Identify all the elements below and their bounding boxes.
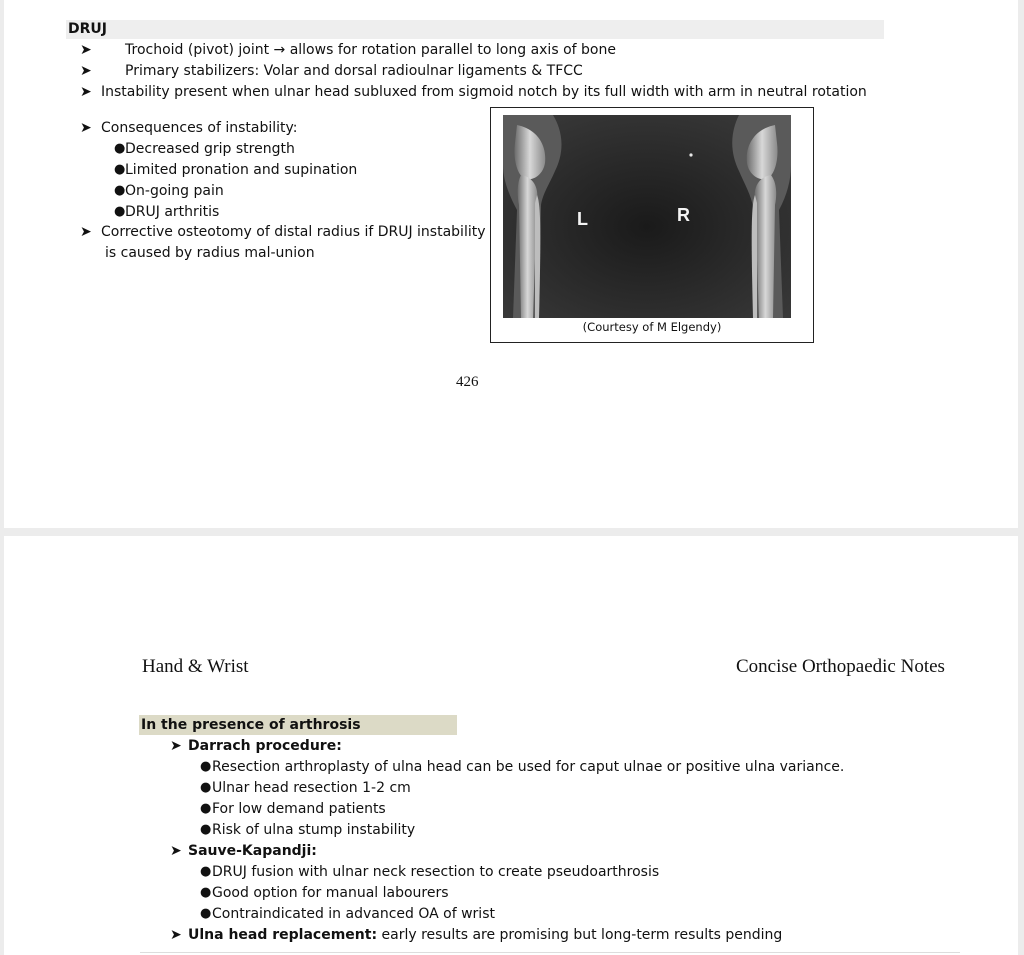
arrow-bullet-icon: ➤ — [170, 927, 182, 943]
dot-bullet-icon: ● — [200, 885, 212, 900]
dot-bullet-icon: ● — [114, 204, 126, 219]
xray-label-left: L — [577, 209, 588, 229]
arrow-bullet-icon: ➤ — [170, 843, 182, 859]
document-page-next — [4, 536, 1018, 955]
ulna-head-title: Ulna head replacement: — [188, 927, 378, 943]
arrow-bullet-icon: ➤ — [80, 84, 92, 100]
dot-bullet-icon: ● — [200, 801, 212, 816]
wrist-xray-image — [503, 115, 791, 318]
sauve-kapandji-title: Sauve-Kapandji: — [188, 843, 317, 859]
ulna-head-text: early results are promising but long-term results pending — [377, 927, 783, 943]
darrach-item: For low demand patients — [212, 801, 386, 817]
bullet-instability: Instability present when ulnar head subluxed from sigmoid notch by its full width with arm in neutral rotation — [101, 84, 867, 100]
page-number: 426 — [456, 374, 479, 390]
bullet-stabilizers: Primary stabilizers: Volar and dorsal radioulnar ligaments & TFCC — [125, 63, 583, 79]
xray-figure — [490, 107, 814, 343]
consequence-item: Limited pronation and supination — [125, 162, 358, 178]
sauve-item: DRUJ fusion with ulnar neck resection to create pseudoarthrosis — [212, 864, 660, 880]
dot-bullet-icon: ● — [200, 759, 212, 774]
bullet-osteotomy: Corrective osteotomy of distal radius if DRUJ instability — [101, 224, 486, 240]
dot-bullet-icon: ● — [200, 906, 212, 921]
consequence-item: Decreased grip strength — [125, 141, 295, 157]
bullet-consequences: Consequences of instability: — [101, 120, 298, 136]
bullet-osteotomy-continued: is caused by radius mal-union — [105, 245, 315, 261]
dot-bullet-icon: ● — [114, 183, 126, 198]
arrow-bullet-icon: ➤ — [80, 63, 92, 79]
darrach-title: Darrach procedure: — [188, 738, 342, 754]
xray-label-right: R — [677, 205, 690, 225]
document-page-426 — [4, 0, 1018, 528]
dot-bullet-icon: ● — [200, 822, 212, 837]
sauve-item: Contraindicated in advanced OA of wrist — [212, 906, 495, 922]
darrach-item: Ulnar head resection 1-2 cm — [212, 780, 411, 796]
bullet-trochoid: Trochoid (pivot) joint → allows for rotation parallel to long axis of bone — [125, 42, 616, 58]
section-heading-arthrosis: In the presence of arthrosis — [139, 715, 457, 735]
arrow-bullet-icon: ➤ — [80, 224, 92, 240]
dot-bullet-icon: ● — [114, 141, 126, 156]
divider — [140, 952, 960, 953]
arrow-bullet-icon: ➤ — [80, 120, 92, 136]
darrach-item: Resection arthroplasty of ulna head can be used for caput ulnae or positive ulna variance. — [212, 759, 845, 775]
dot-bullet-icon: ● — [114, 162, 126, 177]
sauve-item: Good option for manual labourers — [212, 885, 449, 901]
running-header-right: Concise Orthopaedic Notes — [736, 656, 945, 677]
section-heading-druj: DRUJ — [66, 20, 884, 39]
figure-caption: (Courtesy of M Elgendy) — [582, 320, 722, 334]
arrow-bullet-icon: ➤ — [170, 738, 182, 754]
dot-bullet-icon: ● — [200, 864, 212, 879]
consequence-item: On-going pain — [125, 183, 224, 199]
ulna-head-replacement — [188, 926, 782, 944]
running-header-left: Hand & Wrist — [142, 656, 249, 677]
dot-bullet-icon: ● — [200, 780, 212, 795]
consequence-item: DRUJ arthritis — [125, 204, 220, 220]
darrach-item: Risk of ulna stump instability — [212, 822, 416, 838]
arrow-bullet-icon: ➤ — [80, 42, 92, 58]
